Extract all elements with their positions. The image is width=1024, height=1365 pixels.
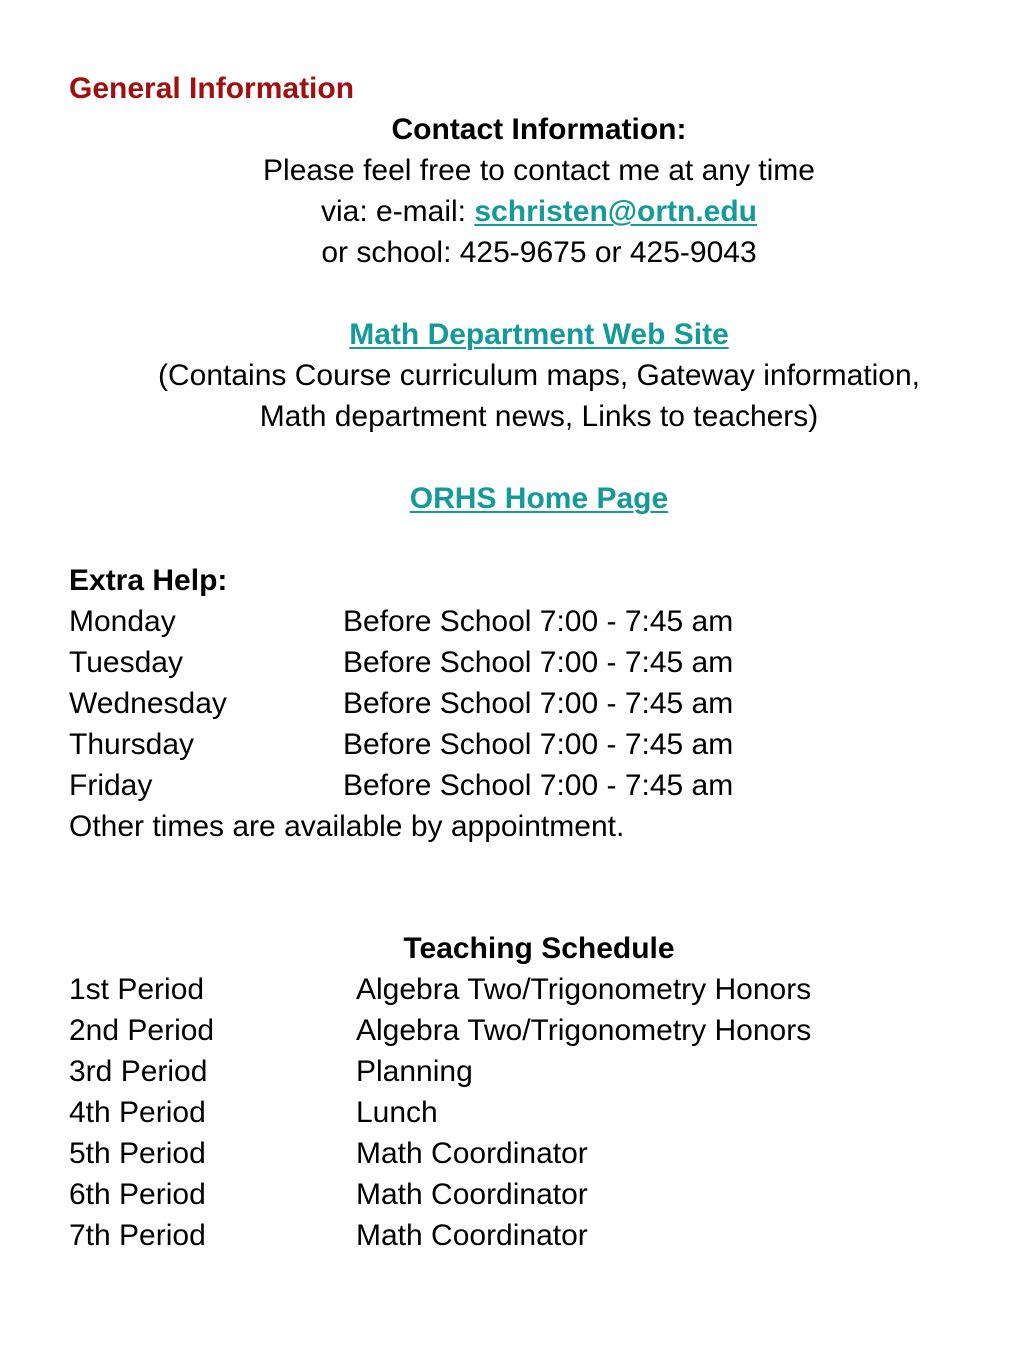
extra-help-row [69, 765, 969, 806]
math-dept-line [0, 314, 1024, 355]
schedule-row [69, 1051, 969, 1092]
email-prefix: via: e-mail: [320, 195, 467, 228]
schedule-class: Algebra Two/Trigonometry Honors [356, 1014, 812, 1047]
schedule-period: 5th Period [69, 1137, 206, 1170]
extra-help-note: Other times are available by appointment. [69, 810, 625, 843]
teaching-schedule-heading: Teaching Schedule [403, 932, 675, 965]
email-line [0, 191, 1024, 232]
extra-help-row [69, 724, 969, 765]
phone-line: or school: 425-9675 or 425-9043 [321, 236, 757, 269]
home-page-line [0, 478, 1024, 519]
section-title: General Information [69, 72, 355, 105]
schedule-class: Math Coordinator [356, 1219, 588, 1252]
schedule-period: 4th Period [69, 1096, 206, 1129]
contact-line: Please feel free to contact me at any time [263, 154, 815, 187]
schedule-row [69, 1174, 969, 1215]
email-link[interactable]: schristen@ortn.edu [474, 195, 758, 228]
extra-help-time: Before School 7:00 - 7:45 am [343, 769, 734, 802]
schedule-period: 2nd Period [69, 1014, 215, 1047]
schedule-class: Planning [356, 1055, 473, 1088]
extra-help-row [69, 642, 969, 683]
schedule-class: Math Coordinator [356, 1178, 588, 1211]
schedule-row [69, 1010, 969, 1051]
extra-help-row [69, 683, 969, 724]
extra-help-day: Monday [69, 605, 176, 638]
extra-help-day: Friday [69, 769, 153, 802]
contact-heading: Contact Information: [391, 113, 687, 146]
home-page-link[interactable]: ORHS Home Page [409, 482, 669, 515]
math-dept-link[interactable]: Math Department Web Site [349, 318, 729, 351]
math-dept-desc-2: Math department news, Links to teachers) [259, 400, 819, 433]
extra-help-day: Wednesday [69, 687, 227, 720]
schedule-row [69, 969, 969, 1010]
math-dept-desc-1: (Contains Course curriculum maps, Gateway information, [158, 359, 920, 392]
extra-help-day: Tuesday [69, 646, 183, 679]
schedule-row [69, 1215, 969, 1256]
extra-help-day: Thursday [69, 728, 195, 761]
extra-help-time: Before School 7:00 - 7:45 am [343, 646, 734, 679]
extra-help-row [69, 601, 969, 642]
schedule-row [69, 1133, 969, 1174]
schedule-period: 7th Period [69, 1219, 206, 1252]
extra-help-time: Before School 7:00 - 7:45 am [343, 605, 734, 638]
schedule-class: Algebra Two/Trigonometry Honors [356, 973, 812, 1006]
schedule-period: 1st Period [69, 973, 205, 1006]
schedule-period: 6th Period [69, 1178, 206, 1211]
schedule-period: 3rd Period [69, 1055, 208, 1088]
extra-help-time: Before School 7:00 - 7:45 am [343, 687, 734, 720]
extra-help-heading: Extra Help: [69, 564, 228, 597]
schedule-class: Math Coordinator [356, 1137, 588, 1170]
schedule-row [69, 1092, 969, 1133]
extra-help-time: Before School 7:00 - 7:45 am [343, 728, 734, 761]
schedule-class: Lunch [356, 1096, 438, 1129]
